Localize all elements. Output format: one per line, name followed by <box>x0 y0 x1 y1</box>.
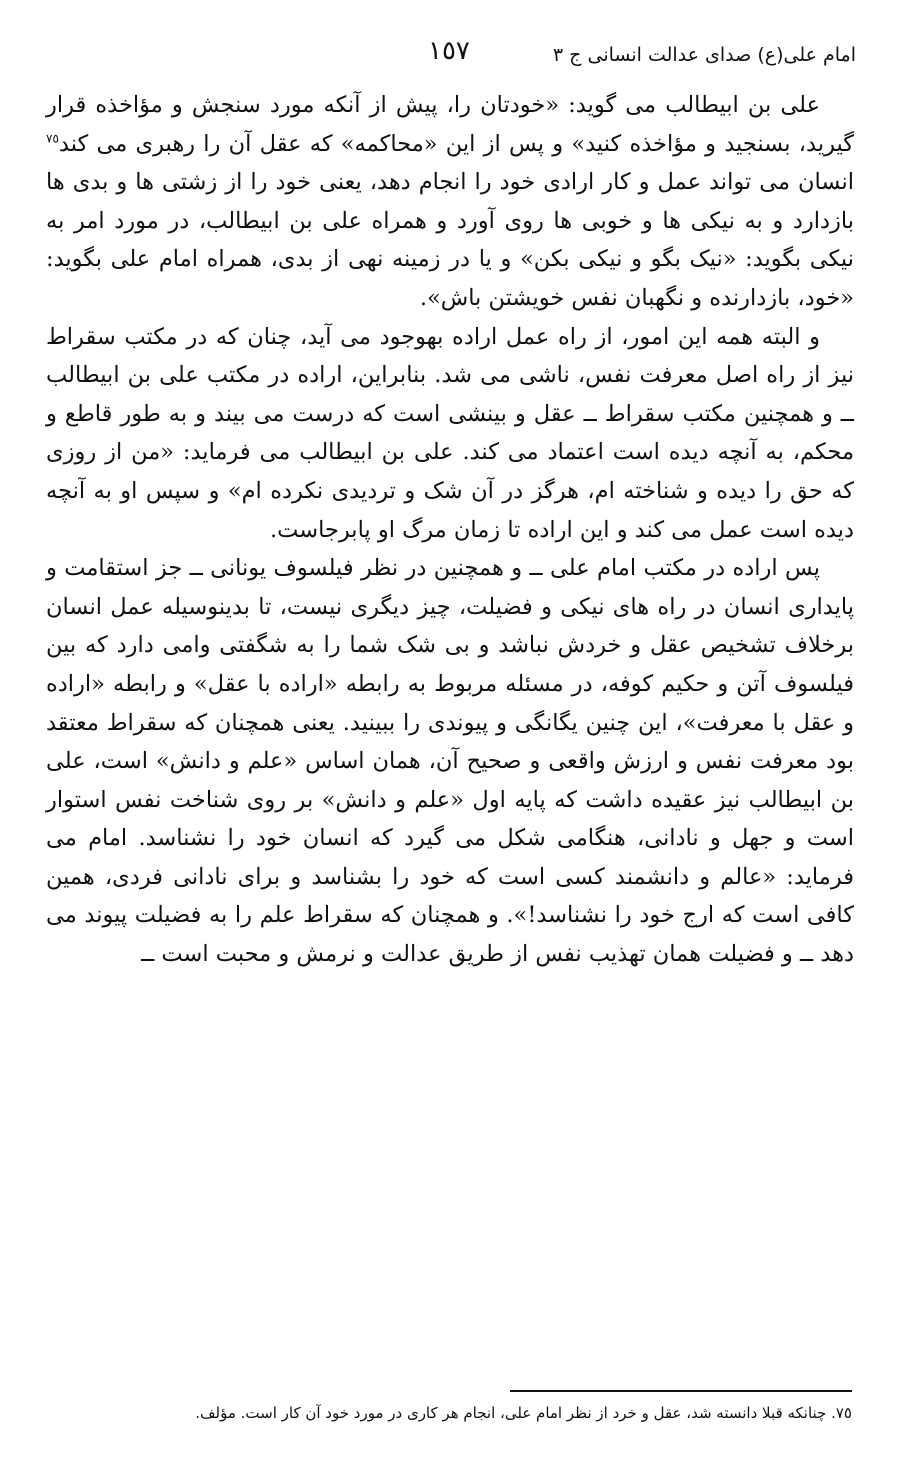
running-title: امام علی(ع) صدای عدالت انسانی ج ٣ <box>552 44 856 66</box>
page-number: ١٥٧ <box>428 36 470 66</box>
paragraph-1-text-after-ref: انسان می تواند عمل و کار ارادی خود را انجام دهد، یعنی خود را از زشتی ها و بدی ها بازدارد و به نیکی ها و خوبی ها روی آورد و همراه علی بن ابیطالب، در مورد امر به نیکی بگوید: «نیک بگو و نیکی بکن» و یا در زمینه نهی از بدی، همراه امام علی بگوید: «خود، بازدارنده و نگهبان نفس خویشتن باش». <box>46 169 854 311</box>
paragraph-2: و البته همه این امور، از راه عمل اراده بهوجود می آید، چنان که در مکتب سقراط نیز از راه اصل معرفت نفس، ناشی می شد. بنابراین، اراده در مکتب علی بن ابیطالب ــ و همچنین مکتب سقراط ــ عقل و بینشی است که درست می بیند و به طور قاطع و محکم، به آنچه دیده است اعتماد می کند. علی بن ابیطالب می فرماید: «من از روزی که حق را دیده و شناخته ام، هرگز در آن شک و تردیدی نکرده ام» و سپس او به آنچه دیده است عمل می کند و این اراده تا زمان مرگ او پابرجاست. <box>46 323 854 543</box>
footnote-reference[interactable]: ٧٥ <box>46 131 59 146</box>
page-header <box>40 36 856 76</box>
footnote: ٧٥. چنانکه قبلا دانسته شد، عقل و خرد از نظر امام علی، انجام هر کاری در مورد خود آن کار است. مؤلف. <box>195 1404 852 1422</box>
paragraph-1-text-before-ref: علی بن ابیطالب می گوید: «خودتان را، پیش از آنکه مورد سنجش و مؤاخذه قرار گیرید، بسنجید و مؤاخذه کنید» و پس از این «محاکمه» که عقل آن را رهبری می کند <box>46 92 854 157</box>
paragraph-1 <box>46 86 854 318</box>
footnote-divider <box>510 1390 852 1392</box>
body-text <box>46 86 854 974</box>
paragraph-3: پس اراده در مکتب امام علی ــ و همچنین در نظر فیلسوف یونانی ــ جز استقامت و پایداری انسان در راه های نیکی و فضیلت، چیز دیگری نیست، تا بدینوسیله عمل انسان برخلاف تشخیص عقل و خردش نباشد و بی شک شما را به شگفتی وامی دارد که بین فیلسوف آتن و حکیم کوفه، در مسئله مربوط به رابطه «اراده با عقل» و رابطه «اراده و عقل با معرفت»، این چنین یگانگی و پیوندی را ببینید. یعنی همچنان که سقراط معتقد بود معرفت نفس و ارزش واقعی و صحیح آن، همان اساس «علم و دانش» است، علی بن ابیطالب نیز عقیده داشت که پایه اول «علم و دانش» بر روی شناخت نفس استوار است و جهل و نادانی، هنگامی شکل می گیرد که انسان خود را نشناسد. امام می فرماید: «عالم و دانشمند کسی است که خود را بشناسد و برای نادانی فردی، همین کافی است که ارج خود را نشناسد!». و همچنان که سقراط علم را به فضیلت پیوند می دهد ــ و فضیلت همان تهذیب نفس از طریق عدالت و نرمش و محبت است ــ <box>46 555 854 968</box>
